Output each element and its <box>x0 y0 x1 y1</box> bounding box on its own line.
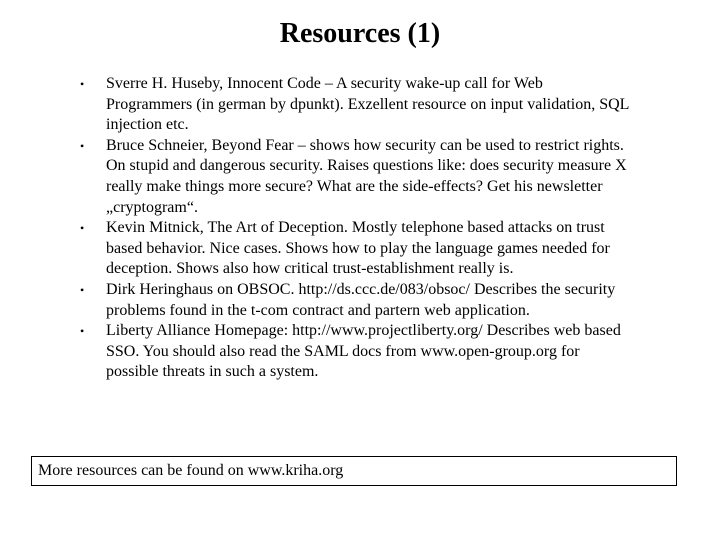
list-item <box>0 74 630 136</box>
bullet-icon: • <box>80 77 85 91</box>
list-item <box>0 136 630 218</box>
list-item <box>0 280 630 321</box>
resource-list <box>0 74 720 383</box>
list-item <box>0 321 630 383</box>
list-item <box>0 218 630 280</box>
bullet-icon: • <box>80 282 85 297</box>
footer-note: More resources can be found on www.kriha.org <box>31 456 677 486</box>
bullet-icon: • <box>80 324 85 339</box>
list-item-text: Dirk Heringhaus on OBSOC. http://ds.ccc.de/083/obsoc/ Describes the security problems found in the t-com contract and partern web application. <box>106 280 616 319</box>
list-item-text: Kevin Mitnick, The Art of Deception. Mostly telephone based attacks on trust based behavior. Nice cases. Shows how to play the language games needed for deception. Shows also how critical trust-establishment really is. <box>106 219 610 278</box>
list-item-text: Sverre H. Huseby, Innocent Code – A security wake-up call for Web Programmers (in german by dpunkt). Exzellent resource on input validation, SQL injection etc. <box>106 75 629 134</box>
list-item-text: Liberty Alliance Homepage: http://www.projectliberty.org/ Describes web based SSO. You should also read the SAML docs from www.open-group.org for possible threats in such a system. <box>106 322 621 381</box>
bullet-icon: • <box>80 221 85 236</box>
bullet-icon: • <box>80 138 85 153</box>
slide-title: Resources (1) <box>279 18 441 49</box>
list-item-text: Bruce Schneier, Beyond Fear – shows how security can be used to restrict rights. On stupid and dangerous security. Raises questions like: does security measure X really make things more secure? What are the side-effects? Get his newsletter „cryptogram“. <box>106 136 627 216</box>
